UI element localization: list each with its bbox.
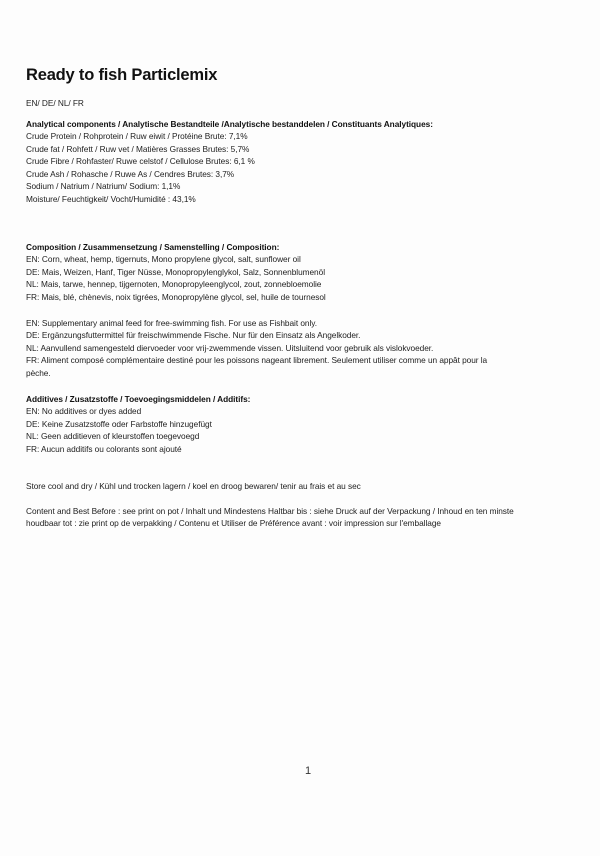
additives-line: FR: Aucun additifs ou colorants sont ajouté: [26, 443, 182, 454]
analytical-line: Crude Ash / Rohasche / Ruwe As / Cendres Brutes: 3,7%: [26, 168, 235, 179]
best-before-text: Content and Best Before : see print on pot / Inhalt und Mindestens Haltbar bis : siehe Druck auf der Verpackung / Inhoud en ten minste houdbaar tot : zie print op de verpakking / Contenu et Utiliser de Préférence avant : voir impression sur l'emballage: [26, 506, 514, 529]
analytical-line: Sodium / Natrium / Natrium/ Sodium: 1,1%: [26, 181, 181, 192]
analytical-line: Moisture/ Feuchtigkeit/ Vocht/Humidité : 43,1%: [26, 193, 196, 204]
languages: EN/ DE/ NL/ FR: [26, 98, 84, 108]
additives-heading: Additives / Zusatzstoffe / Toevoegingsmiddelen / Additifs:: [26, 394, 251, 404]
additives-line: DE: Keine Zusatzstoffe oder Farbstoffe hinzugefügt: [26, 418, 212, 429]
composition-line: FR: Mais, blé, chènevis, noix tigrées, Monopropylène glycol, sel, huile de tournesol: [26, 291, 326, 302]
additives-line: EN: No additives or dyes added: [26, 406, 142, 417]
analytical-line: Crude Protein / Rohprotein / Ruw eiwit / Protéine Brute: 7,1%: [26, 131, 248, 142]
analytical-section: [26, 118, 433, 205]
composition-section: [26, 241, 326, 303]
page-number: 1: [305, 765, 312, 777]
usage-section: [26, 317, 496, 379]
usage-line: DE: Ergänzungsfuttermittel für freischwimmende Fische. Nur für den Einsatz als Angelkoder.: [26, 330, 361, 341]
composition-line: DE: Mais, Weizen, Hanf, Tiger Nüsse, Monopropylenglykol, Salz, Sonnenblumenöl: [26, 266, 325, 277]
additives-line: NL: Geen additieven of kleurstoffen toegevoegd: [26, 431, 200, 442]
usage-line: EN: Supplementary animal feed for free-swimming fish. For use as Fishbait only.: [26, 318, 318, 328]
composition-line: NL: Mais, tarwe, hennep, tijgernoten, Monopropyleenglycol, zout, zonnebloemolie: [26, 279, 322, 290]
analytical-heading: Analytical components / Analytische Bestandteile /Analytische bestanddelen / Constituants Analytiques:: [26, 119, 433, 129]
analytical-line: Crude fat / Rohfett / Ruw vet / Matières Grasses Brutes: 5,7%: [26, 143, 250, 154]
composition-line: EN: Corn, wheat, hemp, tigernuts, Mono propylene glycol, salt, sunflower oil: [26, 254, 301, 265]
usage-line: NL: Aanvullend samengesteld diervoeder voor vrij-zwemmende vissen. Uitsluitend voor gebruik als vislokvoeder.: [26, 342, 434, 353]
additives-section: [26, 393, 250, 455]
analytical-line: Crude Fibre / Rohfaster/ Ruwe celstof / Cellulose Brutes: 6,1 %: [26, 156, 255, 167]
storage-text: Store cool and dry / Kühl und trocken lagern / koel en droog bewaren/ tenir au frais et au sec: [26, 481, 361, 491]
usage-line: FR: Aliment composé complémentaire destiné pour les poissons nageant librement. Seulement utiliser comme un appât pour la pèche.: [26, 355, 488, 378]
document-title: Ready to fish Particlemix: [26, 66, 218, 84]
composition-heading: Composition / Zusammensetzung / Samenstelling / Composition:: [26, 242, 280, 252]
